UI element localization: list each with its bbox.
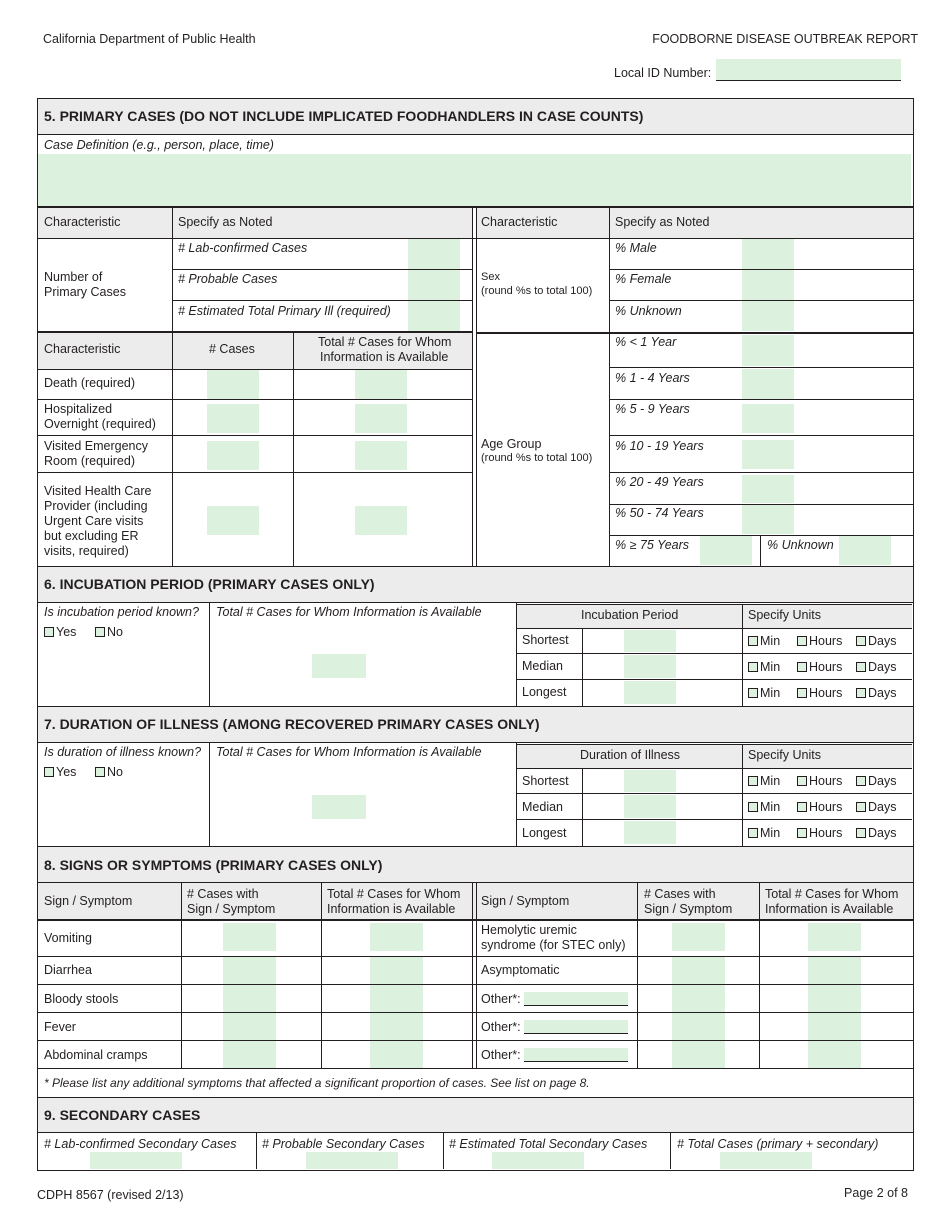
hus-total-field[interactable] (808, 923, 861, 951)
total-cases-label: # Total Cases (primary + secondary) (677, 1137, 879, 1151)
duration-shortest-field[interactable] (624, 770, 676, 792)
estimated-label: # Estimated Total Primary Ill (required) (178, 304, 391, 318)
duration-longest-label: Longest (522, 826, 567, 840)
section-5-title: 5. PRIMARY CASES (DO NOT INCLUDE IMPLICATED FOODHANDLERS IN CASE COUNTS) (44, 108, 644, 124)
incubation-longest-field[interactable] (624, 681, 676, 704)
cramps-total-field[interactable] (370, 1041, 423, 1068)
secondary-estimated-field[interactable] (492, 1152, 584, 1169)
other-2-total-field[interactable] (808, 1013, 861, 1040)
other-2-field[interactable] (524, 1020, 628, 1034)
incubation-known-question: Is incubation period known? (44, 605, 199, 619)
probable-label: # Probable Cases (178, 272, 278, 286)
bloody-total-field[interactable] (370, 985, 423, 1012)
female-field[interactable] (742, 270, 794, 300)
age-group-note: (round %s to total 100) (481, 452, 593, 464)
male-field[interactable] (742, 239, 794, 269)
col-total-right-2: Information is Available (765, 902, 894, 916)
hcp-total-field[interactable] (355, 506, 407, 535)
section-7-title: 7. DURATION OF ILLNESS (AMONG RECOVERED PRIMARY CASES ONLY) (44, 716, 540, 732)
incubation-median-days[interactable]: Days (856, 660, 896, 675)
col-total-left-2: Information is Available (327, 902, 456, 916)
case-definition-field[interactable] (38, 154, 911, 206)
hcp-label-4: but excluding ER (44, 529, 139, 543)
secondary-probable-field[interactable] (306, 1152, 398, 1169)
duration-total-field[interactable] (312, 795, 366, 819)
symptom-diarrhea: Diarrhea (44, 963, 92, 977)
lab-confirmed-field[interactable] (408, 239, 460, 269)
duration-period-header: Duration of Illness (580, 748, 681, 762)
other-3-total-field[interactable] (808, 1041, 861, 1068)
incubation-longest-label: Longest (522, 685, 567, 699)
lab-confirmed-label: # Lab-confirmed Cases (178, 241, 308, 255)
duration-longest-hours[interactable]: Hours (797, 826, 842, 841)
incubation-total-field[interactable] (312, 654, 366, 678)
number-primary-label-1: Number of (44, 270, 103, 284)
hcp-label-2: Provider (including (44, 499, 148, 513)
col-sign-right: Sign / Symptom (481, 894, 570, 908)
incubation-longest-days[interactable]: Days (856, 686, 896, 701)
duration-yes-checkbox[interactable]: Yes (44, 765, 76, 780)
estimated-field[interactable] (408, 301, 460, 331)
col-sign-left: Sign / Symptom (44, 894, 133, 908)
incubation-units-header: Specify Units (748, 608, 821, 622)
age-1-4-field[interactable] (742, 369, 794, 399)
er-cases-field[interactable] (207, 441, 259, 470)
er-total-field[interactable] (355, 441, 407, 470)
total-cases-field[interactable] (720, 1152, 812, 1169)
duration-units-header: Specify Units (748, 748, 821, 762)
col-with-right-1: # Cases with (644, 887, 716, 901)
symptom-other-1: Other*: (481, 992, 628, 1007)
incubation-median-min[interactable]: Min (748, 660, 780, 675)
local-id-label: Local ID Number: (614, 66, 712, 80)
age-1-4-label: % 1 - 4 Years (615, 371, 690, 385)
duration-median-label: Median (522, 800, 563, 814)
duration-longest-min[interactable]: Min (748, 826, 780, 841)
local-id-field[interactable] (716, 59, 901, 81)
duration-shortest-min[interactable]: Min (748, 774, 780, 789)
age-lt1-label: % < 1 Year (615, 335, 677, 349)
sex-label: Sex (481, 271, 500, 283)
age-group-label: Age Group (481, 437, 542, 451)
col-total-left-1: Total # Cases for Whom (327, 887, 461, 901)
symptom-abdominal-cramps: Abdominal cramps (44, 1048, 148, 1062)
symptom-hus-1: Hemolytic uremic (481, 923, 577, 937)
death-total-field[interactable] (355, 370, 407, 399)
age-75-field[interactable] (700, 536, 752, 565)
col-specify-left: Specify as Noted (178, 215, 273, 229)
incubation-shortest-label: Shortest (522, 633, 569, 647)
col-with-right-2: Sign / Symptom (644, 902, 733, 916)
age-50-74-label: % 50 - 74 Years (615, 506, 704, 520)
symptom-vomiting: Vomiting (44, 931, 92, 945)
incubation-median-hours[interactable]: Hours (797, 660, 842, 675)
col-with-left-1: # Cases with (187, 887, 259, 901)
incubation-shortest-field[interactable] (624, 630, 676, 652)
symptom-asymptomatic: Asymptomatic (481, 963, 560, 977)
age-50-74-field[interactable] (742, 505, 794, 534)
age-20-49-field[interactable] (742, 475, 794, 503)
symptom-fever: Fever (44, 1020, 76, 1034)
age-unknown-field[interactable] (839, 536, 891, 565)
probable-field[interactable] (408, 270, 460, 300)
col-cases: # Cases (209, 342, 255, 356)
diarrhea-cases-field[interactable] (223, 957, 276, 984)
age-unknown-label: % Unknown (767, 538, 834, 552)
sex-unknown-label: % Unknown (615, 304, 682, 318)
duration-median-hours[interactable]: Hours (797, 800, 842, 815)
fever-cases-field[interactable] (223, 1013, 276, 1040)
incubation-longest-hours[interactable]: Hours (797, 686, 842, 701)
age-20-49-label: % 20 - 49 Years (615, 475, 704, 489)
col-total-right-1: Total # Cases for Whom (765, 887, 899, 901)
symptom-other-2: Other*: (481, 1020, 628, 1035)
duration-shortest-days[interactable]: Days (856, 774, 896, 789)
other-1-cases-field[interactable] (672, 985, 725, 1012)
age-10-19-field[interactable] (742, 440, 794, 469)
other-1-total-field[interactable] (808, 985, 861, 1012)
form-id: CDPH 8567 (revised 2/13) (37, 1188, 184, 1202)
col-with-left-2: Sign / Symptom (187, 902, 276, 916)
death-label: Death (required) (44, 376, 136, 390)
female-label: % Female (615, 272, 672, 286)
secondary-lab-label: # Lab-confirmed Secondary Cases (44, 1137, 237, 1151)
duration-shortest-hours[interactable]: Hours (797, 774, 842, 789)
incubation-table (517, 602, 912, 706)
col-total-2: Information is Available (320, 350, 449, 364)
section-6-title: 6. INCUBATION PERIOD (PRIMARY CASES ONLY) (44, 576, 375, 592)
section-9-title: 9. SECONDARY CASES (44, 1107, 201, 1123)
symptom-footnote: * Please list any additional symptoms that affected a significant proportion of cases. See list on page 8. (44, 1076, 590, 1090)
male-label: % Male (615, 241, 657, 255)
symptom-other-3: Other*: (481, 1048, 628, 1063)
death-cases-field[interactable] (207, 370, 259, 399)
col-characteristic-outcome: Characteristic (44, 342, 121, 356)
hcp-label-5: visits, required) (44, 544, 129, 558)
col-characteristic-left: Characteristic (44, 215, 121, 229)
agency-name: California Department of Public Health (43, 32, 256, 46)
hcp-label-1: Visited Health Care (44, 484, 152, 498)
page-number: Page 2 of 8 (844, 1186, 908, 1200)
duration-median-days[interactable]: Days (856, 800, 896, 815)
er-label-2: Room (required) (44, 454, 136, 468)
duration-table (517, 742, 912, 846)
secondary-estimated-label: # Estimated Total Secondary Cases (449, 1137, 648, 1151)
incubation-shortest-hours[interactable]: Hours (797, 634, 842, 649)
duration-longest-field[interactable] (624, 821, 676, 844)
vomiting-cases-field[interactable] (223, 923, 276, 951)
other-3-cases-field[interactable] (672, 1041, 725, 1068)
duration-known-question: Is duration of illness known? (44, 745, 202, 759)
hosp-label-2: Overnight (required) (44, 417, 156, 431)
other-2-cases-field[interactable] (672, 1013, 725, 1040)
cramps-cases-field[interactable] (223, 1041, 276, 1068)
age-5-9-label: % 5 - 9 Years (615, 402, 690, 416)
incubation-median-field[interactable] (624, 655, 676, 678)
hosp-label-1: Hospitalized (44, 402, 113, 416)
age-lt1-field[interactable] (742, 335, 794, 366)
report-title: FOODBORNE DISEASE OUTBREAK REPORT (652, 32, 918, 46)
case-definition-label: Case Definition (e.g., person, place, time) (44, 138, 274, 152)
age-75-label: % ≥ 75 Years (615, 538, 690, 552)
incubation-total-label: Total # Cases for Whom Information is Available (216, 605, 482, 619)
section-8-title: 8. SIGNS OR SYMPTOMS (PRIMARY CASES ONLY) (44, 857, 383, 873)
er-label-1: Visited Emergency (44, 439, 148, 453)
hcp-cases-field[interactable] (207, 506, 259, 535)
incubation-shortest-min[interactable]: Min (748, 634, 780, 649)
incubation-longest-min[interactable]: Min (748, 686, 780, 701)
hus-cases-field[interactable] (672, 923, 725, 951)
duration-median-min[interactable]: Min (748, 800, 780, 815)
other-3-field[interactable] (524, 1048, 628, 1062)
col-characteristic-right: Characteristic (481, 215, 558, 229)
duration-no-checkbox[interactable]: No (95, 765, 123, 780)
number-primary-label-2: Primary Cases (44, 285, 126, 299)
vomiting-total-field[interactable] (370, 923, 423, 951)
secondary-lab-field[interactable] (90, 1152, 182, 1169)
incubation-median-label: Median (522, 659, 563, 673)
duration-total-label: Total # Cases for Whom Information is Available (216, 745, 482, 759)
incubation-period-header: Incubation Period (581, 608, 679, 622)
asymptomatic-cases-field[interactable] (672, 957, 725, 984)
diarrhea-total-field[interactable] (370, 957, 423, 984)
duration-longest-days[interactable]: Days (856, 826, 896, 841)
symptom-bloody-stools: Bloody stools (44, 992, 119, 1006)
duration-shortest-label: Shortest (522, 774, 569, 788)
age-5-9-field[interactable] (742, 404, 794, 433)
age-10-19-label: % 10 - 19 Years (615, 439, 704, 453)
hcp-label-3: Urgent Care visits (44, 514, 144, 528)
symptom-hus-2: syndrome (for STEC only) (481, 938, 626, 952)
sex-unknown-field[interactable] (742, 301, 794, 331)
col-specify-right: Specify as Noted (615, 215, 710, 229)
asymptomatic-total-field[interactable] (808, 957, 861, 984)
hosp-total-field[interactable] (355, 404, 407, 433)
bloody-cases-field[interactable] (223, 985, 276, 1012)
incubation-yes-checkbox[interactable]: Yes (44, 625, 76, 640)
incubation-shortest-days[interactable]: Days (856, 634, 896, 649)
duration-median-field[interactable] (624, 795, 676, 818)
hosp-cases-field[interactable] (207, 404, 259, 433)
secondary-probable-label: # Probable Secondary Cases (262, 1137, 425, 1151)
sex-note: (round %s to total 100) (481, 285, 593, 297)
other-1-field[interactable] (524, 992, 628, 1006)
col-total-1: Total # Cases for Whom (318, 335, 452, 349)
fever-total-field[interactable] (370, 1013, 423, 1040)
incubation-no-checkbox[interactable]: No (95, 625, 123, 640)
